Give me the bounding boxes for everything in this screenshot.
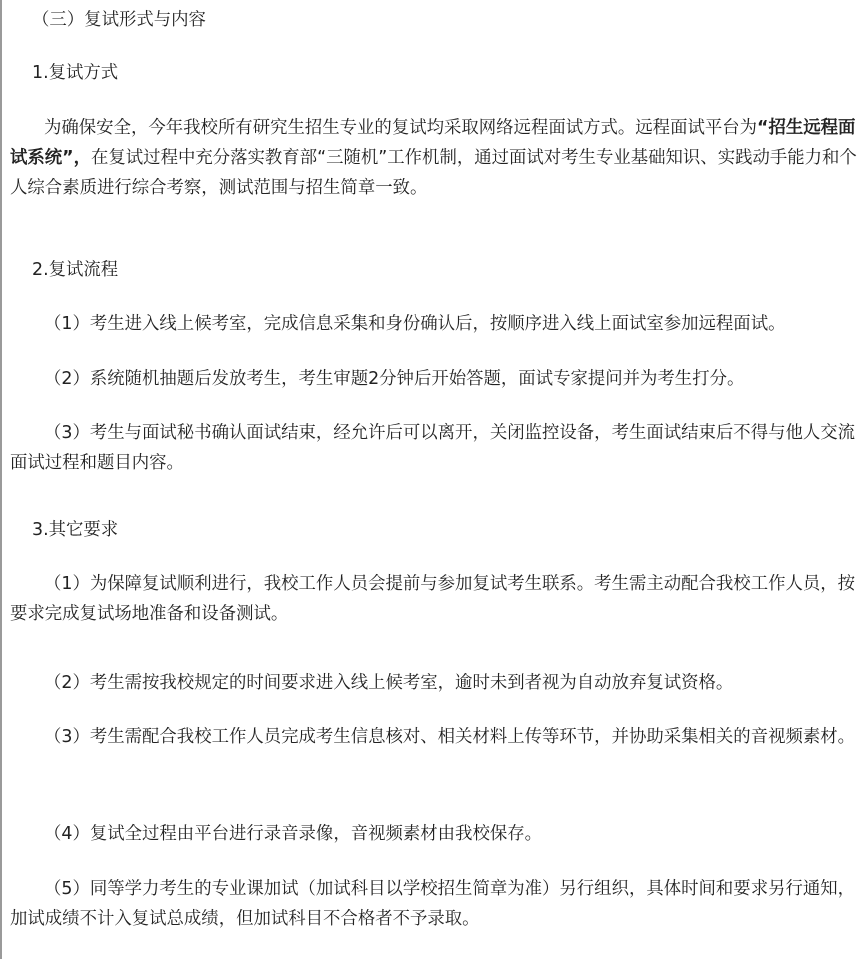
section-title: （三）复试形式与内容	[32, 10, 206, 30]
requirement-item-5: （5）同等学力考生的专业课加试（加试科目以学校招生简章为准）另行组织，具体时间和要求另行通知，加试成绩不计入复试总成绩，但加试科目不合格者不予录取。	[10, 879, 856, 929]
platform-name: “招生远程面试系统”，	[10, 118, 856, 168]
paragraph-interview-method-text-after: 在复试过程中充分落实教育部“三随机”工作机制，通过面试对考生专业基础知识、实践动手能力和个人综合素质进行综合考察，测试范围与招生简章一致。	[10, 148, 857, 198]
process-item-3: （3）考生与面试秘书确认面试结束，经允许后可以离开，关闭监控设备，考生面试结束后不得与他人交流面试过程和题目内容。	[10, 423, 856, 473]
process-item-2: （2）系统随机抽题后发放考生，考生审题2分钟后开始答题，面试专家提问并为考生打分。	[44, 369, 745, 389]
heading-interview-process: 2.复试流程	[32, 260, 119, 280]
paragraph-interview-method	[10, 113, 858, 203]
heading-other-requirements: 3.其它要求	[32, 520, 119, 540]
requirement-item-1: （1）为保障复试顺利进行，我校工作人员会提前与参加复试考生联系。考生需主动配合我校工作人员，按要求完成复试场地准备和设备测试。	[10, 574, 856, 624]
heading-interview-method: 1.复试方式	[32, 63, 119, 83]
requirement-item-2: （2）考生需按我校规定的时间要求进入线上候考室，逾时未到者视为自动放弃复试资格。	[44, 673, 734, 693]
requirement-item-4: （4）复试全过程由平台进行录音录像，音视频素材由我校保存。	[44, 824, 543, 844]
process-item-1: （1）考生进入线上候考室，完成信息采集和身份确认后，按顺序进入线上面试室参加远程面试。	[44, 314, 786, 334]
requirement-item-3: （3）考生需配合我校工作人员完成考生信息核对、相关材料上传等环节，并协助采集相关的音视频素材。	[44, 727, 856, 747]
paragraph-interview-method-text-before: 为确保安全，今年我校所有研究生招生专业的复试均采取网络远程面试方式。远程面试平台为	[44, 118, 758, 138]
